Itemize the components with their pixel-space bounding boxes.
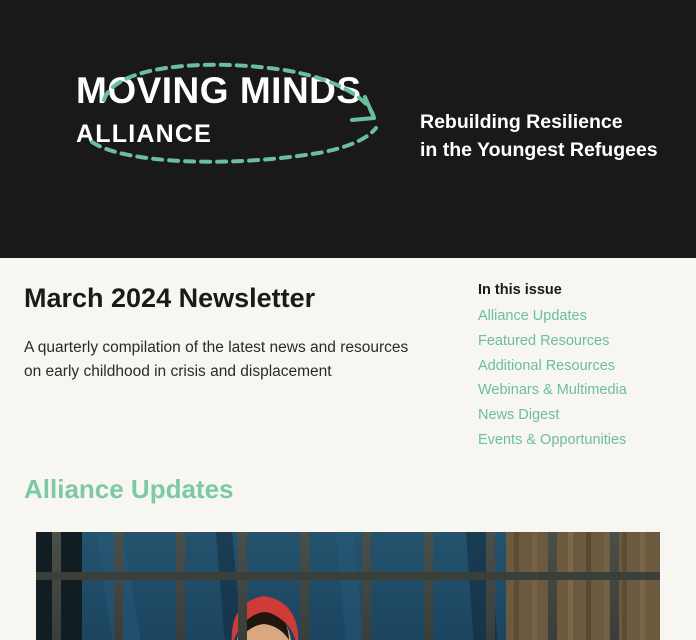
in-this-issue-panel [478,282,678,455]
photo-illustration [36,532,660,640]
section-heading-alliance-updates: Alliance Updates [24,474,234,504]
in-this-issue-list [478,306,678,452]
toc-link-news-digest[interactable]: News Digest [478,407,560,423]
toc-link-featured-resources[interactable]: Featured Resources [478,332,610,349]
header-tagline [420,108,658,165]
tagline-line-2: in the Youngest Refugees [420,139,658,162]
toc-link-additional-resources[interactable]: Additional Resources [478,357,616,374]
list-item [478,331,678,353]
tagline-line-1: Rebuilding Resilience [420,111,623,133]
list-item [478,306,678,328]
page-title: March 2024 Newsletter [24,283,316,313]
toc-link-webinars-multimedia[interactable]: Webinars & Multimedia [478,382,627,399]
intro-description: A quarterly compilation of the latest news and resources on early childhood in crisis and displacement [24,339,409,381]
newsletter-body [0,258,696,640]
header-content [76,72,658,165]
moving-minds-alliance-logo [76,72,376,148]
list-item [478,356,678,378]
intro-block [24,282,444,384]
logo-wordmark: MOVING MINDS [76,70,362,111]
list-item [478,430,678,452]
list-item [478,380,678,402]
newsletter-header [0,0,696,258]
article-photo [36,532,660,640]
toc-link-events-opportunities[interactable]: Events & Opportunities [478,431,627,448]
list-item [478,405,678,427]
in-this-issue-title: In this issue [478,282,562,298]
logo-subtitle: ALLIANCE [76,119,212,148]
toc-link-alliance-updates[interactable]: Alliance Updates [478,308,587,324]
